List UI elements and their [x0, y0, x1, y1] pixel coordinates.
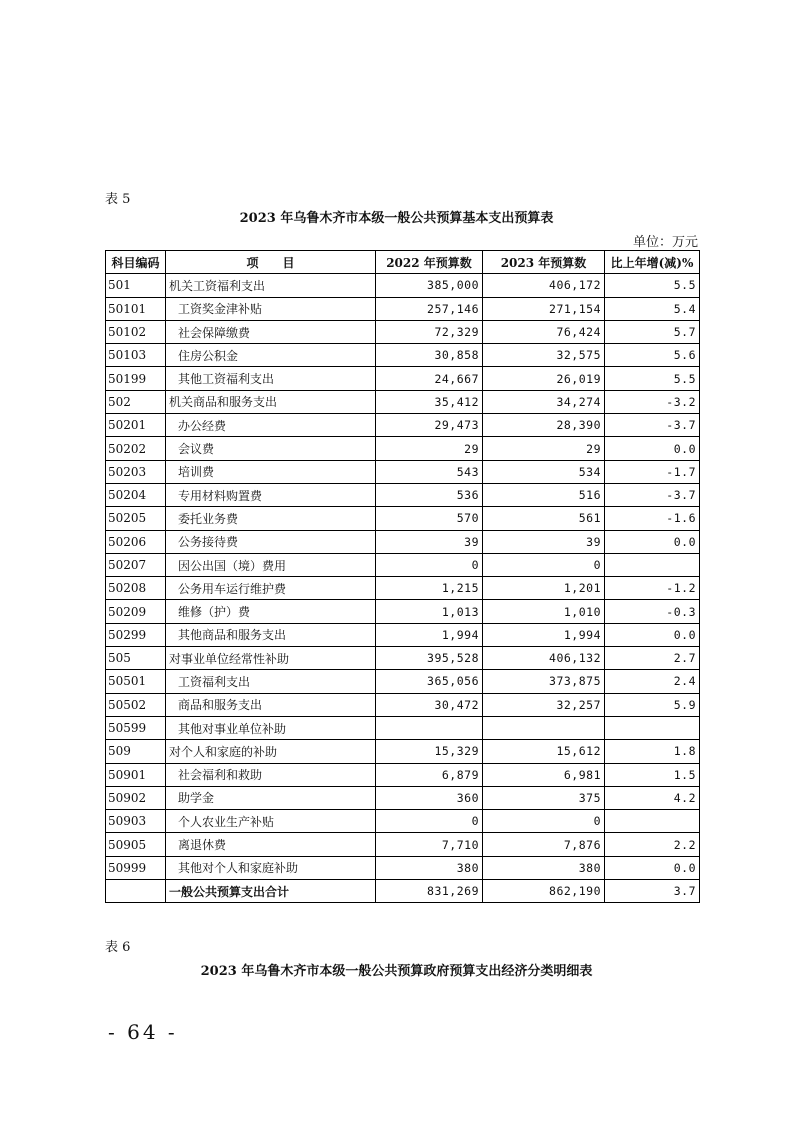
row-name: 专用材料购置费: [166, 483, 376, 506]
row-2022: 15,329: [376, 740, 483, 763]
row-code: 50901: [106, 763, 166, 786]
table-row: [106, 623, 700, 646]
row-2022: 380: [376, 856, 483, 879]
row-2022: 29,473: [376, 414, 483, 437]
row-2022: 29: [376, 437, 483, 460]
row-code: 50208: [106, 577, 166, 600]
row-change: -3.7: [605, 414, 700, 437]
row-2022: 360: [376, 786, 483, 809]
row-name: 会议费: [166, 437, 376, 460]
row-change: 5.7: [605, 320, 700, 343]
total-2023: 862,190: [483, 880, 605, 903]
row-2023: 0: [483, 810, 605, 833]
row-2023: 380: [483, 856, 605, 879]
row-name: 社会福利和救助: [166, 763, 376, 786]
row-2022: 35,412: [376, 390, 483, 413]
row-change: -1.6: [605, 507, 700, 530]
table-row: [106, 693, 700, 716]
row-2023: [483, 716, 605, 739]
table5-title: 2023 年乌鲁木齐市本级一般公共预算基本支出预算表: [239, 211, 554, 226]
row-code: 50903: [106, 810, 166, 833]
row-2023: 561: [483, 507, 605, 530]
row-2022: 7,710: [376, 833, 483, 856]
row-name: 社会保障缴费: [166, 320, 376, 343]
table-row: [106, 297, 700, 320]
row-change: 5.4: [605, 297, 700, 320]
table-row: [106, 367, 700, 390]
row-code: 50101: [106, 297, 166, 320]
row-change: 0.0: [605, 437, 700, 460]
row-name: 机关工资福利支出: [166, 274, 376, 297]
row-2022: 1,215: [376, 577, 483, 600]
row-code: 50102: [106, 320, 166, 343]
row-name: 对事业单位经常性补助: [166, 647, 376, 670]
row-2022: 39: [376, 530, 483, 553]
row-code: 50202: [106, 437, 166, 460]
row-2023: 7,876: [483, 833, 605, 856]
header-2023: 2023 年预算数: [483, 251, 605, 274]
row-change: 0.0: [605, 856, 700, 879]
table6-label: 表 6: [105, 940, 131, 955]
row-code: 50599: [106, 716, 166, 739]
row-code: 50209: [106, 600, 166, 623]
row-2022: 24,667: [376, 367, 483, 390]
row-code: 50206: [106, 530, 166, 553]
table-row: [106, 786, 700, 809]
table-row: [106, 740, 700, 763]
row-2022: 30,858: [376, 344, 483, 367]
row-code: 50501: [106, 670, 166, 693]
row-name: 公务用车运行维护费: [166, 577, 376, 600]
row-code: 502: [106, 390, 166, 413]
row-2022: 0: [376, 810, 483, 833]
row-change: 1.8: [605, 740, 700, 763]
row-code: 50502: [106, 693, 166, 716]
row-2023: 373,875: [483, 670, 605, 693]
row-name: 其他对个人和家庭补助: [166, 856, 376, 879]
table-row: [106, 810, 700, 833]
total-name: 一般公共预算支出合计: [166, 880, 376, 903]
row-name: 住房公积金: [166, 344, 376, 367]
table-header-row: [106, 251, 700, 274]
row-name: 工资奖金津补贴: [166, 297, 376, 320]
row-name: 个人农业生产补贴: [166, 810, 376, 833]
table-row: [106, 553, 700, 576]
row-2023: 1,994: [483, 623, 605, 646]
row-2023: 406,132: [483, 647, 605, 670]
row-code: 50203: [106, 460, 166, 483]
table-row: [106, 414, 700, 437]
row-2023: 6,981: [483, 763, 605, 786]
header-code: 科目编码: [106, 251, 166, 274]
row-name: 因公出国（境）费用: [166, 553, 376, 576]
row-2023: 1,201: [483, 577, 605, 600]
row-name: 离退休费: [166, 833, 376, 856]
row-name: 对个人和家庭的补助: [166, 740, 376, 763]
header-item: 项 目: [166, 251, 376, 274]
row-change: 2.4: [605, 670, 700, 693]
table-row: [106, 833, 700, 856]
row-2022: 395,528: [376, 647, 483, 670]
table-row: [106, 647, 700, 670]
table-row: [106, 763, 700, 786]
row-2022: 543: [376, 460, 483, 483]
row-2023: 1,010: [483, 600, 605, 623]
row-code: 50207: [106, 553, 166, 576]
row-2023: 271,154: [483, 297, 605, 320]
row-code: 50999: [106, 856, 166, 879]
row-2023: 34,274: [483, 390, 605, 413]
row-code: 509: [106, 740, 166, 763]
total-code: [106, 880, 166, 903]
row-2022: 30,472: [376, 693, 483, 716]
row-change: -1.7: [605, 460, 700, 483]
table5-unit: 单位：万元: [632, 235, 698, 250]
row-2022: 1,994: [376, 623, 483, 646]
total-row: [106, 880, 700, 903]
row-2023: 406,172: [483, 274, 605, 297]
table-row: [106, 670, 700, 693]
table-row: [106, 577, 700, 600]
header-2022: 2022 年预算数: [376, 251, 483, 274]
row-name: 维修（护）费: [166, 600, 376, 623]
table-row: [106, 274, 700, 297]
row-code: 505: [106, 647, 166, 670]
row-change: 2.7: [605, 647, 700, 670]
total-2022: 831,269: [376, 880, 483, 903]
table-row: [106, 483, 700, 506]
row-change: -3.2: [605, 390, 700, 413]
row-code: 50204: [106, 483, 166, 506]
row-2023: 26,019: [483, 367, 605, 390]
row-change: 5.5: [605, 274, 700, 297]
row-name: 其他商品和服务支出: [166, 623, 376, 646]
row-2022: 1,013: [376, 600, 483, 623]
table-row: [106, 460, 700, 483]
row-name: 其他工资福利支出: [166, 367, 376, 390]
row-change: -1.2: [605, 577, 700, 600]
table6-title: 2023 年乌鲁木齐市本级一般公共预算政府预算支出经济分类明细表: [200, 964, 593, 979]
table-row: [106, 344, 700, 367]
row-name: 机关商品和服务支出: [166, 390, 376, 413]
table5-label: 表 5: [105, 192, 131, 207]
row-2023: 39: [483, 530, 605, 553]
row-code: 501: [106, 274, 166, 297]
table-row: [106, 507, 700, 530]
row-2023: 0: [483, 553, 605, 576]
row-2023: 516: [483, 483, 605, 506]
row-2022: 0: [376, 553, 483, 576]
row-2022: 365,056: [376, 670, 483, 693]
row-2023: 29: [483, 437, 605, 460]
table-row: [106, 530, 700, 553]
row-name: 其他对事业单位补助: [166, 716, 376, 739]
row-change: 0.0: [605, 623, 700, 646]
row-change: -0.3: [605, 600, 700, 623]
row-code: 50905: [106, 833, 166, 856]
row-code: 50205: [106, 507, 166, 530]
table-row: [106, 600, 700, 623]
row-2022: 72,329: [376, 320, 483, 343]
row-change: 1.5: [605, 763, 700, 786]
row-2023: 76,424: [483, 320, 605, 343]
table-row: [106, 390, 700, 413]
table-row: [106, 856, 700, 879]
row-change: 2.2: [605, 833, 700, 856]
row-2023: 375: [483, 786, 605, 809]
row-name: 培训费: [166, 460, 376, 483]
row-change: 4.2: [605, 786, 700, 809]
row-code: 50299: [106, 623, 166, 646]
row-change: -3.7: [605, 483, 700, 506]
row-code: 50201: [106, 414, 166, 437]
row-2022: 257,146: [376, 297, 483, 320]
row-2023: 32,575: [483, 344, 605, 367]
page-number: - 64 -: [108, 1020, 178, 1044]
row-2022: 536: [376, 483, 483, 506]
row-change: 5.5: [605, 367, 700, 390]
row-change: 0.0: [605, 530, 700, 553]
table-row: [106, 320, 700, 343]
row-2022: [376, 716, 483, 739]
row-change: [605, 716, 700, 739]
header-change: 比上年增(减)%: [605, 251, 700, 274]
row-2023: 32,257: [483, 693, 605, 716]
table-row: [106, 716, 700, 739]
row-code: 50902: [106, 786, 166, 809]
row-name: 公务接待费: [166, 530, 376, 553]
row-name: 办公经费: [166, 414, 376, 437]
table-row: [106, 437, 700, 460]
row-change: [605, 810, 700, 833]
row-2022: 385,000: [376, 274, 483, 297]
row-2023: 534: [483, 460, 605, 483]
row-code: 50199: [106, 367, 166, 390]
row-change: 5.9: [605, 693, 700, 716]
row-2022: 6,879: [376, 763, 483, 786]
row-name: 委托业务费: [166, 507, 376, 530]
total-change: 3.7: [605, 880, 700, 903]
budget-table: [105, 250, 700, 903]
row-2023: 28,390: [483, 414, 605, 437]
row-code: 50103: [106, 344, 166, 367]
row-change: [605, 553, 700, 576]
row-2022: 570: [376, 507, 483, 530]
row-2023: 15,612: [483, 740, 605, 763]
row-change: 5.6: [605, 344, 700, 367]
row-name: 商品和服务支出: [166, 693, 376, 716]
row-name: 助学金: [166, 786, 376, 809]
row-name: 工资福利支出: [166, 670, 376, 693]
